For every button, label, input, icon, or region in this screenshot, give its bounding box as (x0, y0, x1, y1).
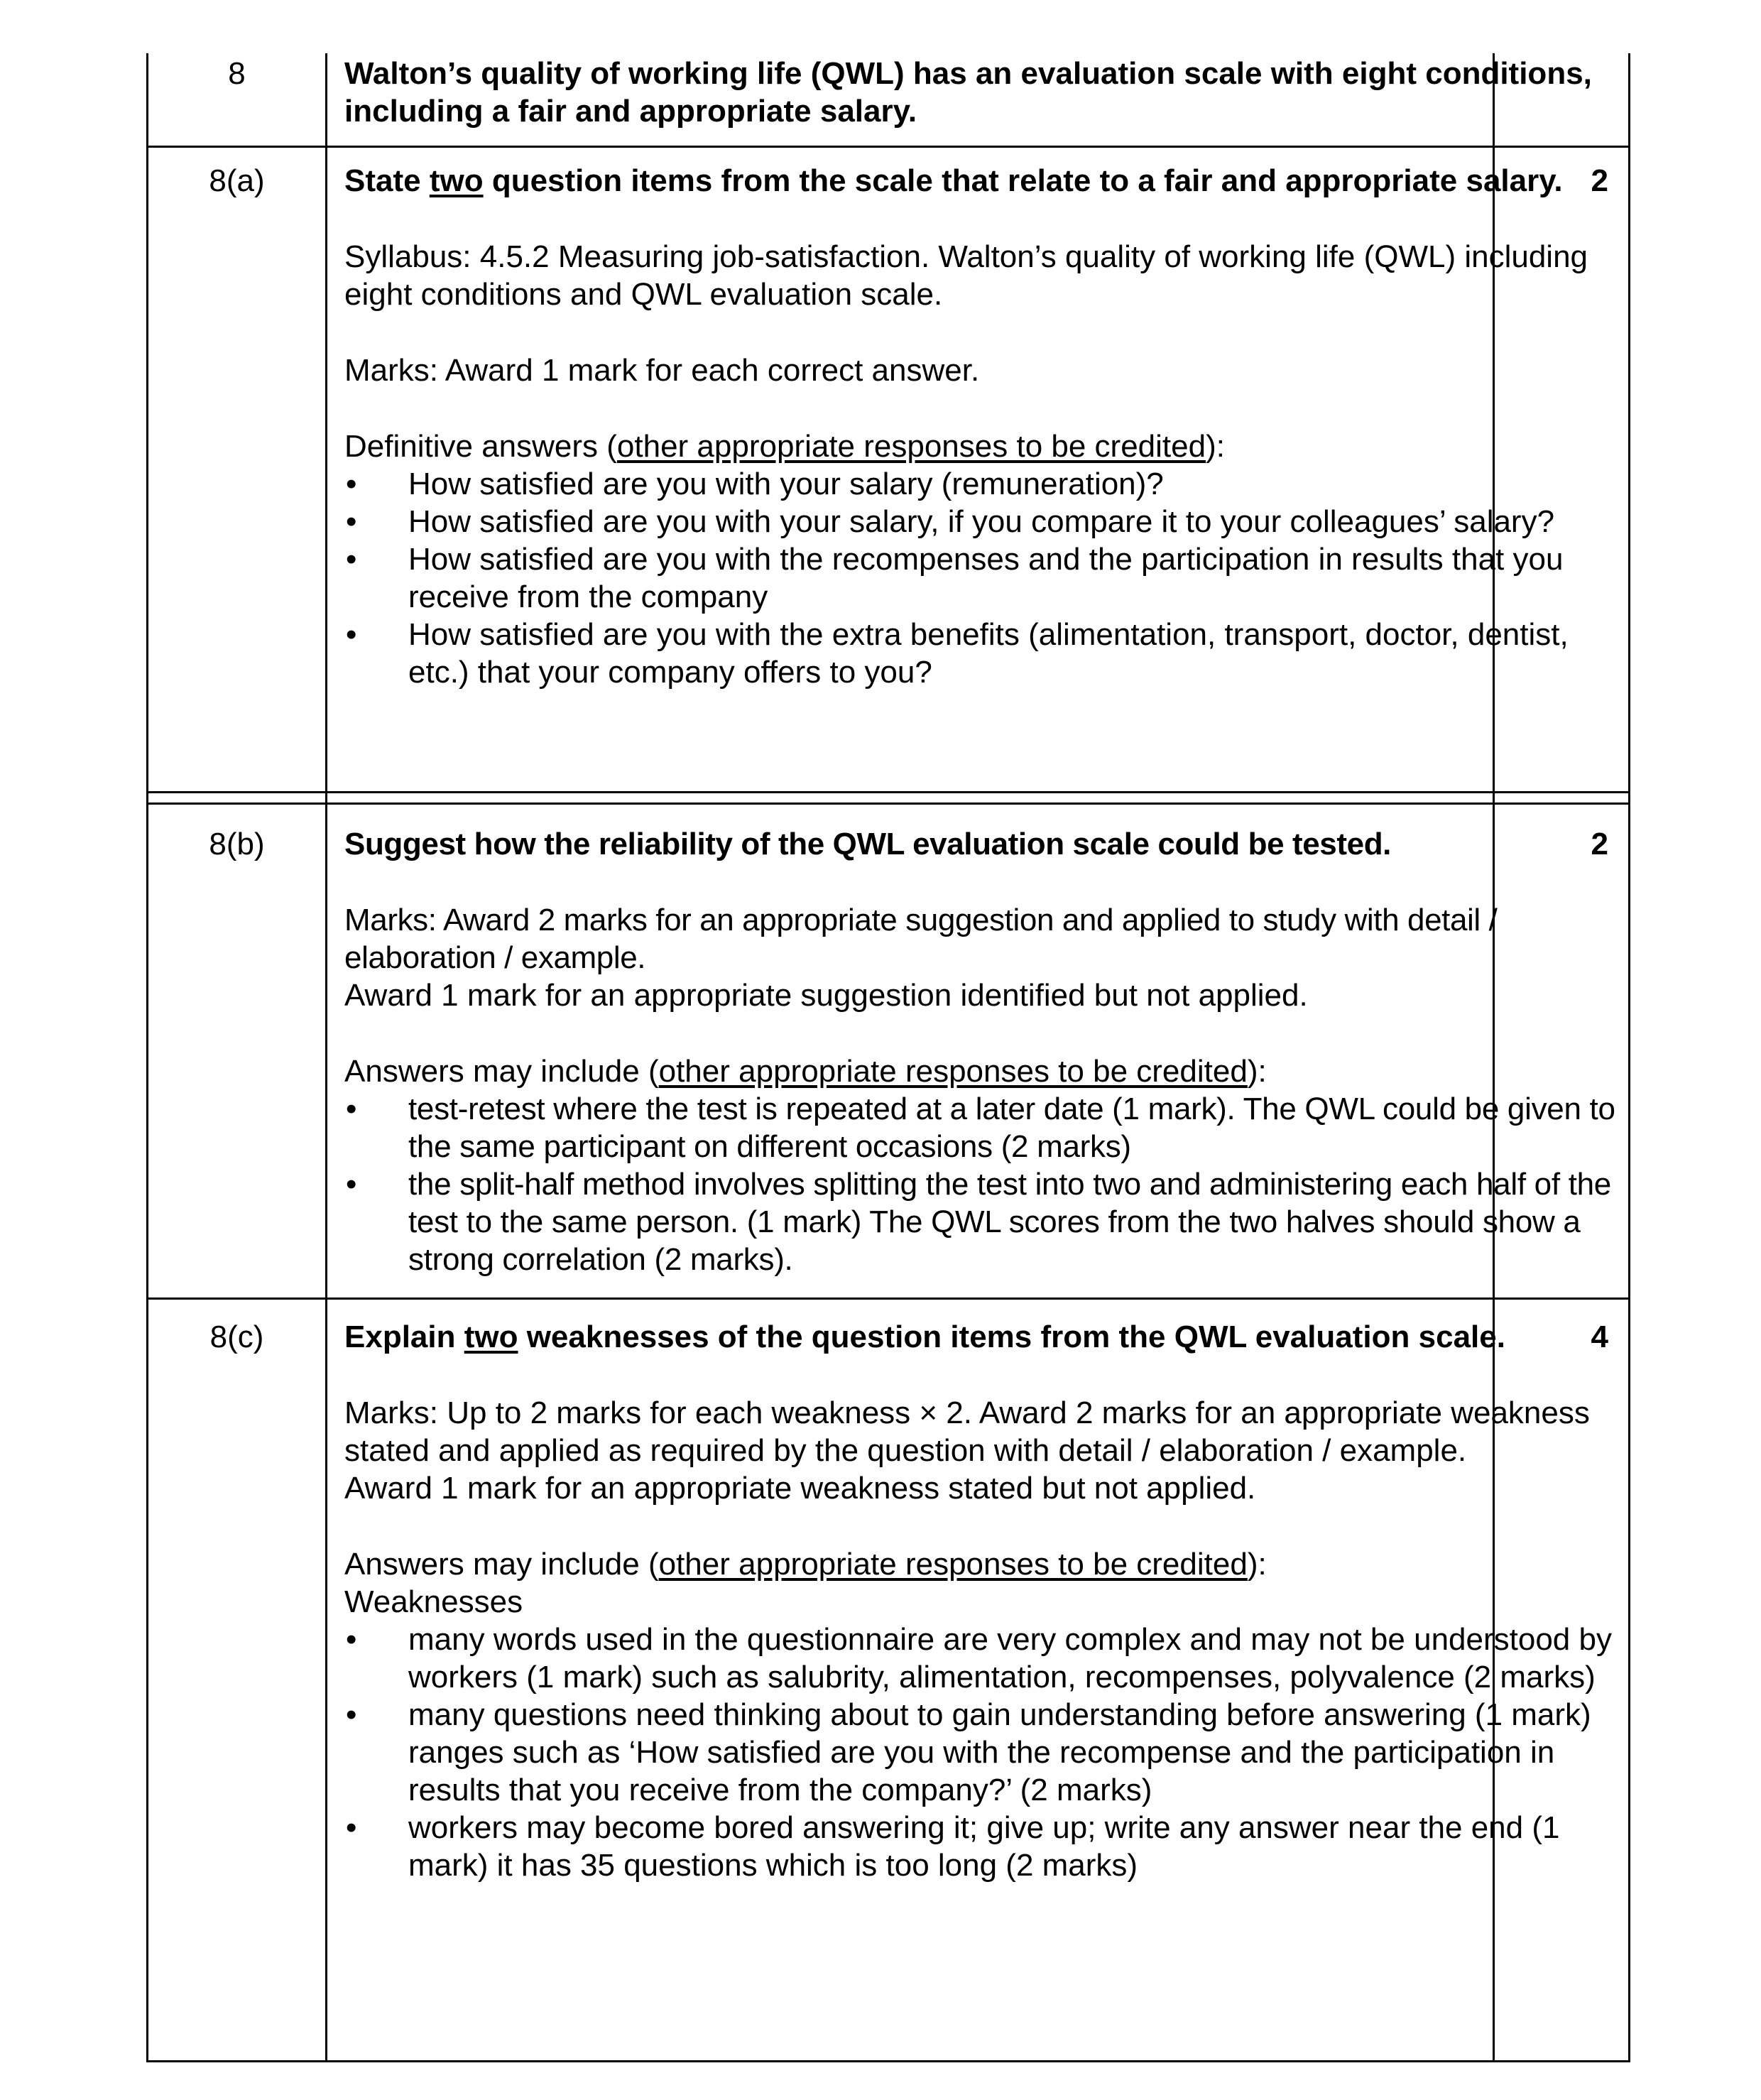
answer-item: • workers may become bored answering it; give up; write any answer near the end (1 mark) it has 35 questions which is too long (2 marks) (344, 1809, 1615, 1884)
table-border-bottom (146, 2060, 1630, 2062)
emphasis-underline: two (464, 1320, 518, 1354)
row-divider (146, 146, 1630, 148)
table-divider-num (325, 53, 327, 2062)
answer-item: • test-retest where the test is repeated at a later date (1 mark). The QWL could be given to the same participant on different occasions (2 marks) (344, 1090, 1615, 1165)
answer-list (344, 1621, 1615, 1884)
answers-intro: Answers may include (other appropriate responses to be credited): (344, 1054, 1267, 1089)
answer-list (344, 1090, 1615, 1278)
question-number: 8 (228, 56, 246, 91)
question-number: 8(b) (209, 827, 265, 861)
answer-item: • the split-half method involves splitting the test into two and administering each half of the test to the same person. (1 mark) The QWL scores from the two halves should show a strong correlation (2 marks). (344, 1165, 1615, 1278)
answer-item: • How satisfied are you with the extra benefits (alimentation, transport, doctor, dentist, etc.) that your company offers to you? (344, 616, 1615, 691)
answers-intro: Definitive answers (other appropriate responses to be credited): (344, 429, 1225, 464)
answers-intro: Answers may include (other appropriate responses to be credited): (344, 1547, 1267, 1582)
answer-item: • How satisfied are you with your salary, if you compare it to your colleagues’ salary? (344, 503, 1615, 540)
question-number: 8(a) (209, 163, 265, 198)
row-divider (146, 791, 1630, 793)
answer-item: • How satisfied are you with the recompenses and the participation in results that you receive from the company (344, 540, 1615, 616)
marks-value: 2 (1591, 827, 1608, 861)
table-border-right (1628, 53, 1630, 2062)
row-divider (146, 803, 1630, 805)
marks-value: 2 (1591, 163, 1608, 198)
answer-item: • many questions need thinking about to gain understanding before answering (1 mark) ranges such as ‘How satisfied are you with the recompense and the participation in results that you receive from the company?’ (2 marks) (344, 1696, 1615, 1809)
marks-value: 4 (1591, 1320, 1608, 1354)
marks-guidance: Marks: Award 1 mark for each correct answer. (344, 353, 980, 388)
answers-subheading: Weaknesses (344, 1584, 523, 1619)
table-border-left (146, 53, 148, 2062)
marks-guidance: Marks: Award 2 marks for an appropriate suggestion and applied to study with detail / elaboration / example. (344, 903, 1498, 975)
question-text: Walton’s quality of working life (QWL) has an evaluation scale with eight conditions, including a fair and appropriate salary. (344, 56, 1592, 129)
question-body (344, 162, 1615, 691)
question-number: 8(c) (209, 1320, 264, 1354)
question-body (344, 1318, 1615, 1884)
marks-guidance: Award 1 mark for an appropriate weakness stated but not applied. (344, 1471, 1256, 1506)
syllabus-text: Syllabus: 4.5.2 Measuring job-satisfaction. Walton’s quality of working life (QWL) including eight conditions and QWL evaluation scale. (344, 239, 1588, 312)
question-stem (344, 55, 1615, 130)
answer-item: • How satisfied are you with your salary (remuneration)? (344, 465, 1615, 503)
answer-item: • many words used in the questionnaire are very complex and may not be understood by workers (1 mark) such as salubrity, alimentation, recompenses, polyvalence (2 marks) (344, 1621, 1615, 1696)
marks-guidance: Award 1 mark for an appropriate suggestion identified but not applied. (344, 978, 1308, 1013)
question-text: Explain two weaknesses of the question items from the QWL evaluation scale. (344, 1320, 1505, 1354)
question-text: Suggest how the reliability of the QWL evaluation scale could be tested. (344, 827, 1391, 861)
question-text: State two question items from the scale that relate to a fair and appropriate salary. (344, 163, 1563, 198)
question-body (344, 825, 1615, 1278)
marks-guidance: Marks: Up to 2 marks for each weakness × 2. Award 2 marks for an appropriate weakness stated and applied as required by the question with detail / elaboration / example. (344, 1396, 1590, 1468)
row-divider (146, 1297, 1630, 1300)
emphasis-underline: two (429, 163, 484, 198)
answer-list (344, 465, 1615, 691)
